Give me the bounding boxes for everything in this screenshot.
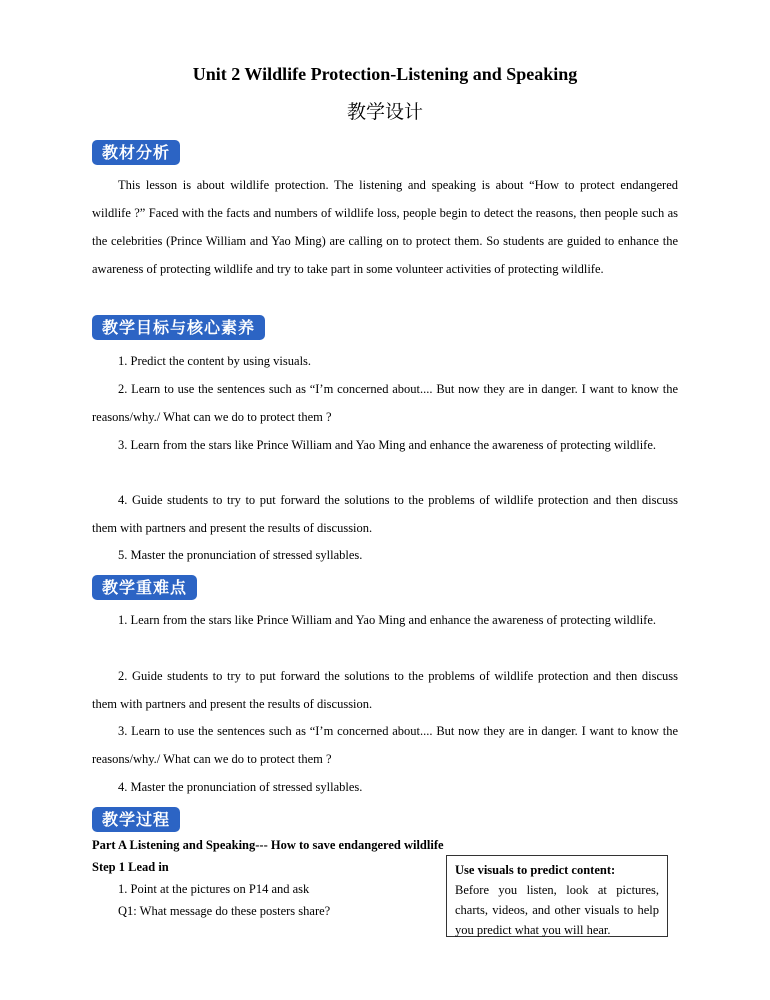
objective-item: 1. Predict the content by using visuals. <box>118 354 312 368</box>
tip-box <box>446 855 668 937</box>
tip-text: Before you listen, look at pictures, charts, videos, and other visuals to help you predict what you will hear. <box>455 883 659 937</box>
key-point-item: 4. Master the pronunciation of stressed syllables. <box>118 780 363 794</box>
section-badge-objectives: 教学目标与核心素养 <box>92 315 265 340</box>
document-title: Unit 2 Wildlife Protection-Listening and Speaking <box>192 64 578 84</box>
objective-item: 2. Learn to use the sentences such as “I’m concerned about.... But now they are in danger. I want to know the reasons/why./ What can we do to protect them ? <box>92 382 678 424</box>
part-title: Part A Listening and Speaking--- How to save endangered wildlife <box>92 838 444 852</box>
key-point-item: 2. Guide students to try to put forward the solutions to the problems of wildlife protection and then discuss them with partners and present the results of discussion. <box>92 669 678 711</box>
objective-item: 3. Learn from the stars like Prince William and Yao Ming and enhance the awareness of protecting wildlife. <box>118 438 657 452</box>
analysis-paragraph <box>92 171 678 283</box>
analysis-text: This lesson is about wildlife protection. The listening and speaking is about “How to protect endangered wildlife ?” Faced with the facts and numbers of wildlife loss, people begin to detect the reasons, then people such as the celebrities (Prince William and Yao Ming) are calling on to protect them. So students are guided to enhance the awareness of protecting wildlife and try to take part in some volunteer activities of protecting wildlife. <box>92 178 678 276</box>
objective-item: 4. Guide students to try to put forward the solutions to the problems of wildlife protection and then discuss them with partners and present the results of discussion. <box>92 493 678 535</box>
section-badge-process: 教学过程 <box>92 807 180 832</box>
section-badge-analysis: 教材分析 <box>92 140 180 165</box>
section-badge-key-points: 教学重难点 <box>92 575 197 600</box>
step-line: 1. Point at the pictures on P14 and ask <box>118 882 310 896</box>
document-subtitle: 教学设计 <box>346 101 423 123</box>
step-line: Q1: What message do these posters share? <box>118 904 331 918</box>
tip-title: Use visuals to predict content: <box>455 863 616 877</box>
step-title: Step 1 Lead in <box>92 860 169 874</box>
key-point-item: 3. Learn to use the sentences such as “I’m concerned about.... But now they are in danger. I want to know the reasons/why./ What can we do to protect them ? <box>92 724 678 766</box>
objective-item: 5. Master the pronunciation of stressed syllables. <box>118 548 363 562</box>
key-point-item: 1. Learn from the stars like Prince William and Yao Ming and enhance the awareness of protecting wildlife. <box>118 613 657 627</box>
